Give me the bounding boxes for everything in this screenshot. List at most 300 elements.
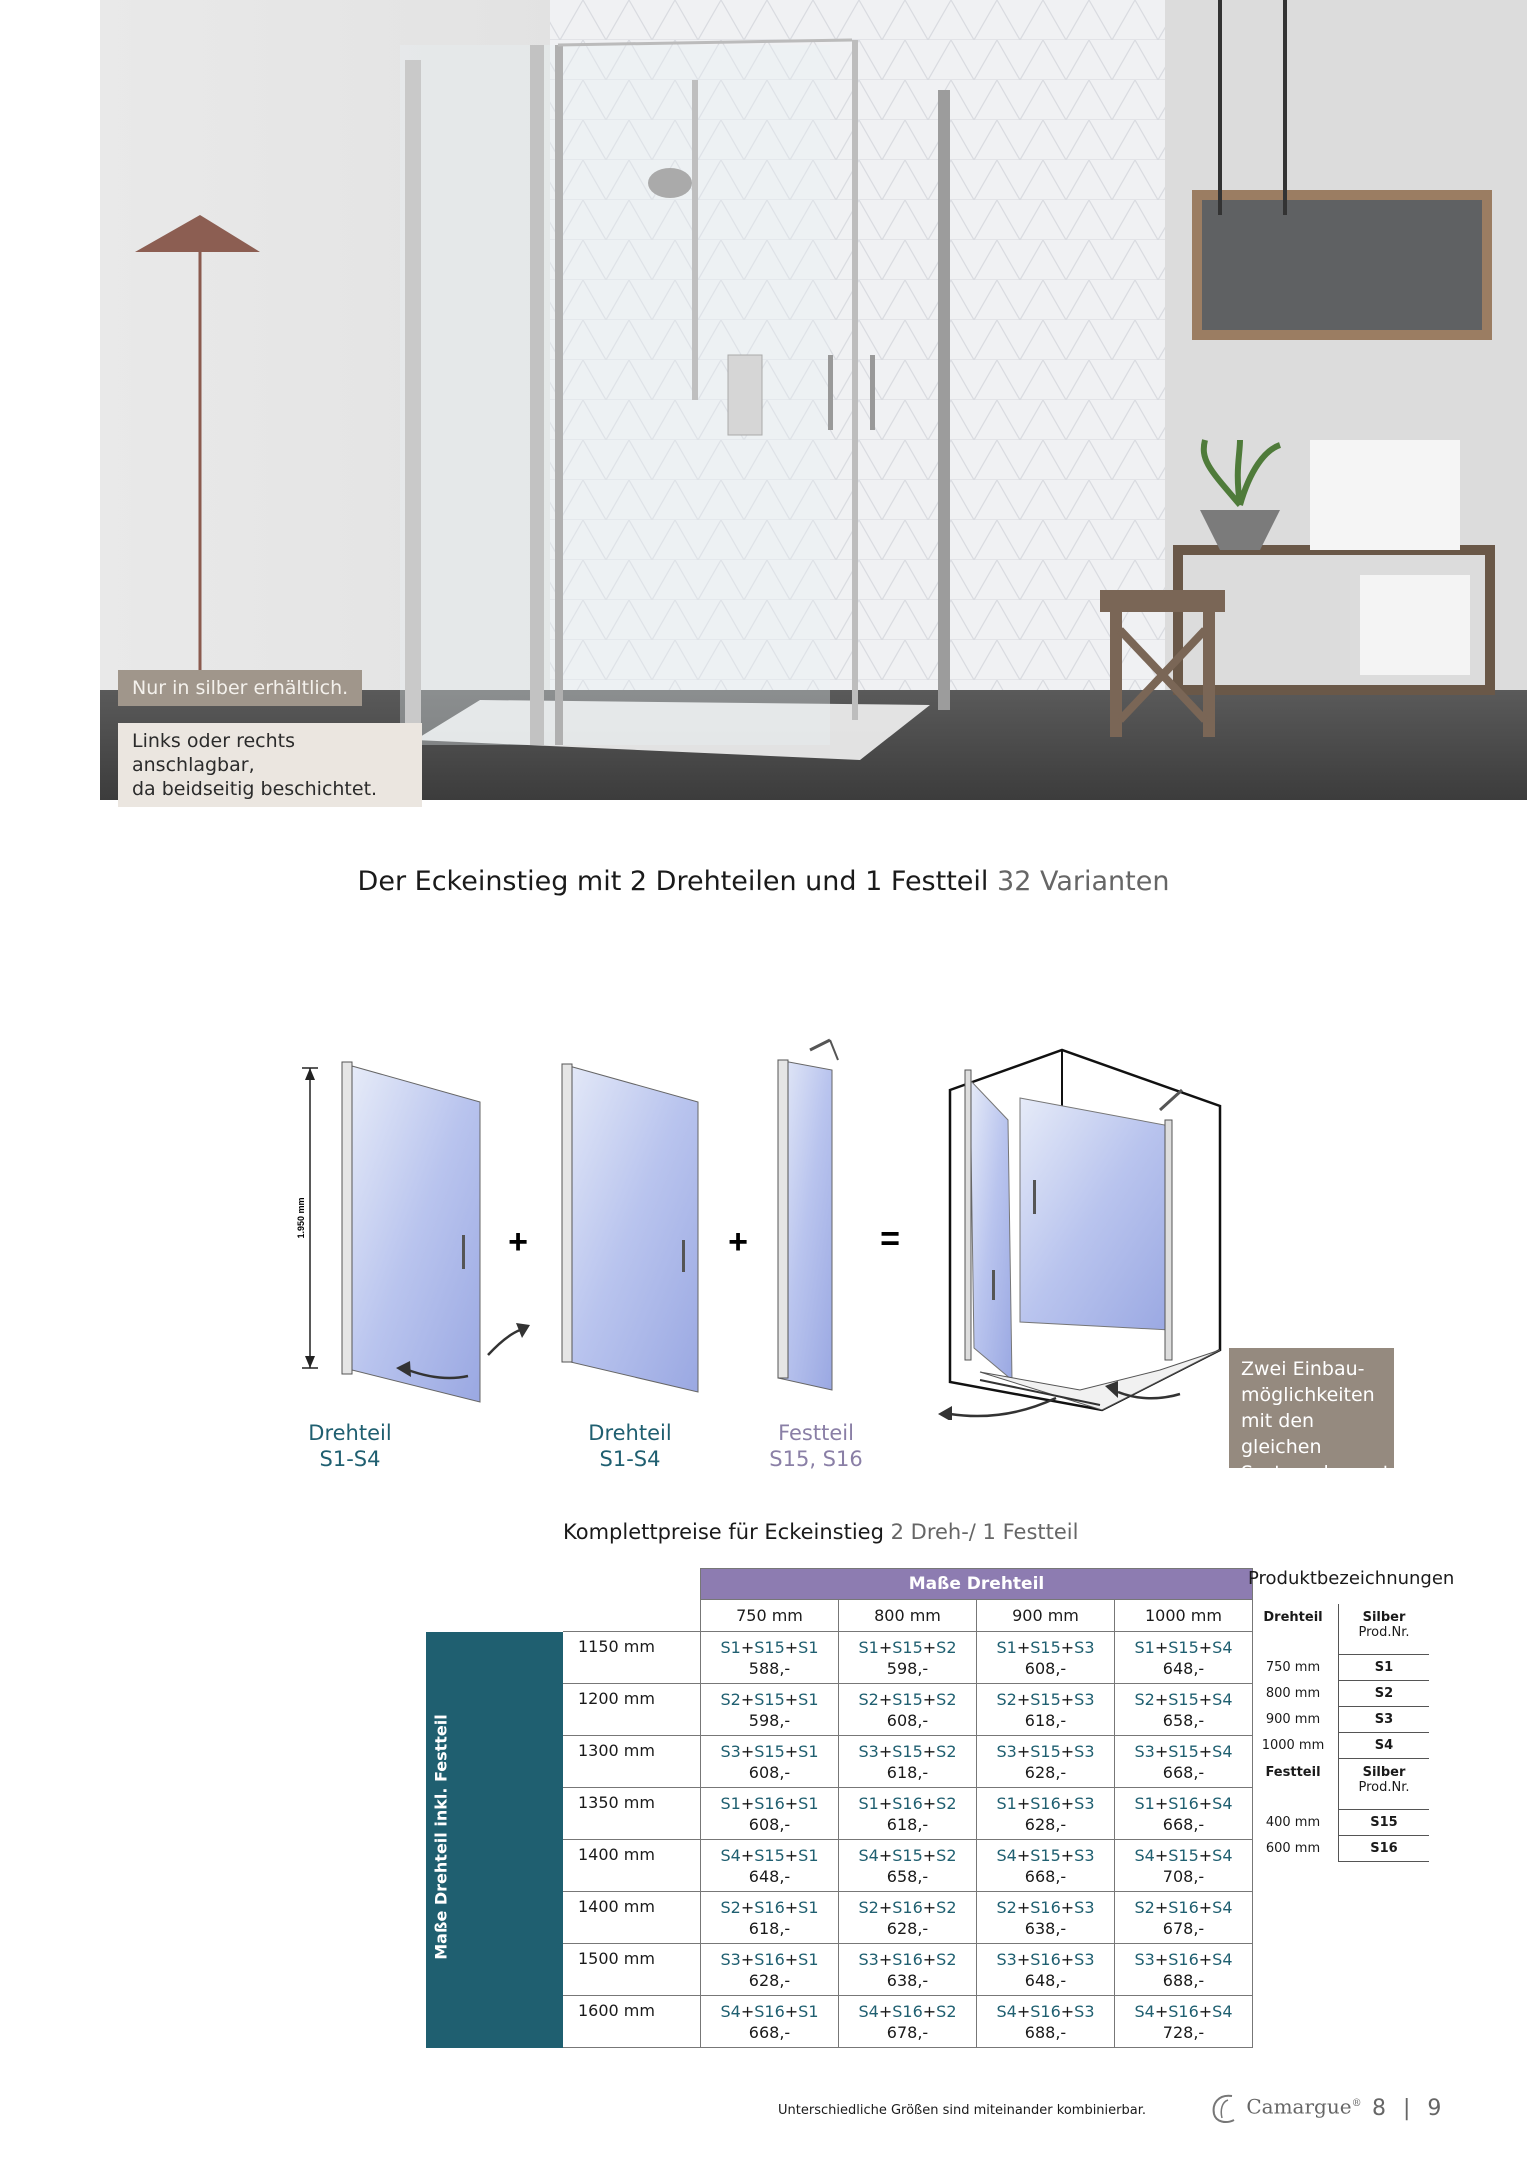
plus-sign: + (740, 1637, 755, 1657)
combination-code (977, 1741, 1114, 1762)
code-part: S2 (1134, 1689, 1155, 1709)
festteil-label-name: Festteil (778, 1421, 854, 1445)
code-part: S3 (1074, 1741, 1095, 1761)
row-header: 1150 mm (563, 1632, 701, 1684)
code-part: S3 (1134, 1741, 1155, 1761)
price-value: 708,- (1162, 1866, 1205, 1886)
price-value: 648,- (1162, 1658, 1205, 1678)
code-part: S4 (1212, 1949, 1233, 1969)
info-line-3: mit den gleichen (1241, 1410, 1322, 1458)
plus-sign: + (922, 1637, 937, 1657)
price-value: 678,- (886, 2022, 929, 2042)
price-cell (701, 1944, 839, 1996)
plus-sign: + (1016, 1793, 1031, 1813)
code-part: S15 (1168, 1689, 1199, 1709)
swing-arrow-4 (938, 1398, 1056, 1420)
finish-name: Silber (1362, 1765, 1406, 1780)
product-row (1248, 1733, 1429, 1759)
plus-sign: + (922, 1793, 937, 1813)
swing-arrow-2 (488, 1323, 530, 1355)
code-part: S1 (1134, 1637, 1155, 1657)
price-value: 728,- (1162, 2022, 1205, 2042)
camargue-logo (1208, 2090, 1362, 2126)
price-value: 608,- (886, 1710, 929, 1730)
plus-sign: + (922, 1949, 937, 1969)
plus-sign: + (1154, 1845, 1169, 1865)
price-cell (977, 1632, 1115, 1684)
silver-only-badge: Nur in silber erhältlich. (118, 670, 362, 706)
price-cell (977, 1840, 1115, 1892)
plus-sign: + (1060, 1949, 1075, 1969)
plus-operator-2: + (728, 1223, 748, 1261)
plus-sign: + (1154, 1741, 1169, 1761)
price-cell (977, 1736, 1115, 1788)
plus-sign: + (878, 1897, 893, 1917)
code-part: S4 (1212, 1741, 1233, 1761)
drehteil-label-2-name: Drehteil (588, 1421, 672, 1445)
price-cell (839, 1944, 977, 1996)
plus-sign: + (878, 1793, 893, 1813)
code-part: S16 (892, 1793, 923, 1813)
plus-sign: + (1060, 1897, 1075, 1917)
plus-sign: + (784, 1637, 799, 1657)
product-code: S15 (1339, 1810, 1430, 1836)
code-part: S4 (1212, 1689, 1233, 1709)
code-part: S3 (858, 1741, 879, 1761)
combination-code (839, 1689, 976, 1710)
plus-sign: + (1198, 1845, 1213, 1865)
camargue-logo-mark (1208, 2090, 1240, 2126)
code-part: S3 (1074, 1793, 1095, 1813)
price-cell (839, 1736, 977, 1788)
plus-sign: + (1060, 1741, 1075, 1761)
product-size: 900 mm (1248, 1707, 1339, 1733)
drehteil-label-1-name: Drehteil (308, 1421, 392, 1445)
plus-sign: + (1016, 1949, 1031, 1969)
price-table-title (563, 1520, 1078, 1544)
equals-operator: = (880, 1220, 900, 1258)
code-part: S16 (1168, 1897, 1199, 1917)
page-number-right: 9 (1427, 2096, 1442, 2121)
festteil-panel (778, 1040, 838, 1390)
plus-sign: + (740, 1793, 755, 1813)
blank-cell (426, 1569, 563, 1600)
price-value: 668,- (1162, 1814, 1205, 1834)
combination-code (1115, 1845, 1252, 1866)
row-header: 1200 mm (563, 1684, 701, 1736)
product-type-header: Drehteil (1248, 1604, 1339, 1655)
code-part: S15 (892, 1689, 923, 1709)
combination-code (701, 1949, 838, 1970)
code-part: S16 (892, 2001, 923, 2021)
combination-code (977, 2001, 1114, 2022)
code-part: S15 (754, 1637, 785, 1657)
price-table-title-main: Komplettpreise für Eckeinstieg (563, 1520, 884, 1544)
combination-code (1115, 1741, 1252, 1762)
code-part: S2 (996, 1897, 1017, 1917)
price-table-column-header-row (426, 1600, 1253, 1632)
price-value: 618,- (748, 1918, 791, 1938)
code-part: S3 (1074, 2001, 1095, 2021)
plus-sign: + (740, 1689, 755, 1709)
plus-sign: + (740, 1741, 755, 1761)
plus-sign: + (922, 1689, 937, 1709)
code-part: S1 (858, 1793, 879, 1813)
product-size: 600 mm (1248, 1836, 1339, 1862)
combination-code (839, 1949, 976, 1970)
plus-sign: + (1154, 1689, 1169, 1709)
price-cell (701, 1736, 839, 1788)
code-part: S15 (1168, 1637, 1199, 1657)
price-cell (839, 1996, 977, 2048)
code-part: S15 (892, 1845, 923, 1865)
code-part: S4 (996, 2001, 1017, 2021)
column-header: 800 mm (839, 1600, 977, 1632)
price-cell (1115, 1892, 1253, 1944)
code-part: S15 (754, 1845, 785, 1865)
combination-code (977, 1949, 1114, 1970)
combination-code (1115, 2001, 1252, 2022)
plus-sign: + (784, 1897, 799, 1917)
code-part: S3 (858, 1949, 879, 1969)
code-part: S4 (1134, 2001, 1155, 2021)
drehteil-panel-1 (342, 1062, 480, 1402)
plus-sign: + (1154, 1637, 1169, 1657)
plus-sign: + (1154, 1897, 1169, 1917)
finish-header (1339, 1759, 1430, 1810)
code-part: S16 (1168, 1949, 1199, 1969)
price-cell (701, 1632, 839, 1684)
price-value: 618,- (886, 1762, 929, 1782)
code-part: S3 (1074, 1949, 1095, 1969)
plus-sign: + (1016, 1897, 1031, 1917)
plus-sign: + (1060, 1845, 1075, 1865)
drehteil-label-2-codes: S1-S4 (599, 1447, 661, 1471)
combination-code (977, 1897, 1114, 1918)
code-part: S16 (754, 2001, 785, 2021)
code-part: S2 (996, 1689, 1017, 1709)
code-part: S2 (936, 1845, 957, 1865)
product-table-title: Produktbezeichnungen (1248, 1568, 1455, 1589)
code-part: S16 (1168, 1793, 1199, 1813)
code-part: S1 (996, 1793, 1017, 1813)
product-table-header-row (1248, 1604, 1429, 1655)
product-row (1248, 1707, 1429, 1733)
drehteil-label-2 (550, 1420, 710, 1472)
product-row (1248, 1655, 1429, 1681)
plus-sign: + (878, 2001, 893, 2021)
price-value: 628,- (886, 1918, 929, 1938)
plus-sign: + (1060, 2001, 1075, 2021)
price-value: 608,- (748, 1814, 791, 1834)
price-cell (1115, 1632, 1253, 1684)
price-value: 608,- (748, 1762, 791, 1782)
plus-sign: + (1016, 1741, 1031, 1761)
product-code: S1 (1339, 1655, 1430, 1681)
plus-sign: + (1060, 1689, 1075, 1709)
code-part: S16 (892, 1949, 923, 1969)
drehteil-label-1-codes: S1-S4 (319, 1447, 381, 1471)
page-numbers (1372, 2096, 1441, 2121)
product-code: S4 (1339, 1733, 1430, 1759)
product-size: 400 mm (1248, 1810, 1339, 1836)
combination-code (1115, 1949, 1252, 1970)
combination-code (701, 1793, 838, 1814)
code-part: S2 (936, 1637, 957, 1657)
plus-sign: + (922, 2001, 937, 2021)
table-row (426, 1736, 1253, 1788)
code-part: S1 (720, 1793, 741, 1813)
table-row (426, 1892, 1253, 1944)
plus-sign: + (784, 1689, 799, 1709)
info-line-1: Zwei Einbau- (1241, 1358, 1365, 1380)
table-row (426, 1684, 1253, 1736)
code-part: S16 (1168, 2001, 1199, 2021)
combination-code (839, 2001, 976, 2022)
product-size: 800 mm (1248, 1681, 1339, 1707)
code-part: S3 (996, 1949, 1017, 1969)
plus-operator-1: + (508, 1223, 528, 1261)
price-value: 658,- (1162, 1710, 1205, 1730)
plus-sign: + (1060, 1637, 1075, 1657)
code-part: S16 (754, 1949, 785, 1969)
code-part: S15 (1030, 1845, 1061, 1865)
combination-code (701, 1689, 838, 1710)
price-value: 648,- (1024, 1970, 1067, 1990)
code-part: S15 (754, 1689, 785, 1709)
code-part: S4 (858, 1845, 879, 1865)
info-line-4: Systemelementen! (1241, 1462, 1422, 1484)
blank-cell (426, 1600, 563, 1632)
column-header: 750 mm (701, 1600, 839, 1632)
combination-code (1115, 1689, 1252, 1710)
table-row (426, 1840, 1253, 1892)
price-value: 668,- (1162, 1762, 1205, 1782)
plus-sign: + (784, 1741, 799, 1761)
table-row (426, 1788, 1253, 1840)
combination-code (839, 1741, 976, 1762)
code-part: S3 (1074, 1845, 1095, 1865)
code-part: S1 (996, 1637, 1017, 1657)
hinge-info-badge (118, 723, 422, 807)
code-part: S4 (1212, 1845, 1233, 1865)
table-row (426, 1996, 1253, 2048)
code-part: S15 (754, 1741, 785, 1761)
plus-sign: + (1060, 1793, 1075, 1813)
plus-sign: + (1016, 1845, 1031, 1865)
code-part: S2 (720, 1689, 741, 1709)
price-value: 608,- (1024, 1658, 1067, 1678)
price-cell (1115, 1996, 1253, 2048)
festteil-label (736, 1420, 896, 1472)
row-header: 1300 mm (563, 1736, 701, 1788)
combination-code (977, 1793, 1114, 1814)
row-header: 1400 mm (563, 1840, 701, 1892)
combination-code (839, 1897, 976, 1918)
product-size: 750 mm (1248, 1655, 1339, 1681)
brand-name: Camargue (1246, 2094, 1352, 2119)
plus-sign: + (784, 1949, 799, 1969)
blank-cell (563, 1600, 701, 1632)
plus-sign: + (1198, 1637, 1213, 1657)
code-part: S4 (720, 2001, 741, 2021)
code-part: S2 (858, 1897, 879, 1917)
product-size: 1000 mm (1248, 1733, 1339, 1759)
price-value: 618,- (886, 1814, 929, 1834)
price-cell (977, 1996, 1115, 2048)
row-header: 1500 mm (563, 1944, 701, 1996)
combination-code (701, 1637, 838, 1658)
price-cell (839, 1788, 977, 1840)
code-part: S15 (1030, 1637, 1061, 1657)
column-header: 900 mm (977, 1600, 1115, 1632)
price-cell (1115, 1944, 1253, 1996)
assembled-enclosure (950, 1050, 1220, 1410)
price-table-body (426, 1569, 1253, 2048)
price-value: 638,- (1024, 1918, 1067, 1938)
code-part: S2 (936, 1793, 957, 1813)
assembly-diagram-svg (290, 950, 1240, 1420)
code-part: S4 (996, 1845, 1017, 1865)
code-part: S1 (798, 1689, 819, 1709)
row-header: 1400 mm (563, 1892, 701, 1944)
section-heading (0, 866, 1527, 897)
height-dimension-label: 1.950 mm (296, 1197, 306, 1239)
combination-code (977, 1689, 1114, 1710)
code-part: S16 (892, 1897, 923, 1917)
info-line-2: möglichkeiten (1241, 1384, 1375, 1406)
price-cell (977, 1788, 1115, 1840)
blank-cell (563, 1569, 701, 1600)
product-row (1248, 1810, 1429, 1836)
plus-sign: + (740, 1949, 755, 1969)
code-part: S2 (936, 1741, 957, 1761)
price-value: 688,- (1162, 1970, 1205, 1990)
plus-sign: + (784, 2001, 799, 2021)
price-cell (1115, 1684, 1253, 1736)
code-part: S4 (720, 1845, 741, 1865)
plus-sign: + (740, 1845, 755, 1865)
product-code: S2 (1339, 1681, 1430, 1707)
price-value: 648,- (748, 1866, 791, 1886)
plus-sign: + (878, 1845, 893, 1865)
plus-sign: + (1016, 2001, 1031, 2021)
combination-code (839, 1793, 976, 1814)
finish-header (1339, 1604, 1430, 1655)
product-type-header: Festteil (1248, 1759, 1339, 1810)
product-table (1248, 1604, 1429, 1862)
price-cell (977, 1892, 1115, 1944)
plus-sign: + (740, 2001, 755, 2021)
price-cell (1115, 1788, 1253, 1840)
code-part: S1 (720, 1637, 741, 1657)
code-part: S16 (1030, 1897, 1061, 1917)
product-table-body (1248, 1604, 1429, 1862)
price-value: 628,- (1024, 1762, 1067, 1782)
code-part: S3 (1074, 1897, 1095, 1917)
price-table (426, 1568, 1253, 2048)
registered-mark: ® (1351, 2097, 1362, 2109)
code-part: S2 (1134, 1897, 1155, 1917)
code-part: S15 (1030, 1741, 1061, 1761)
combination-code (701, 1845, 838, 1866)
combination-code (1115, 1793, 1252, 1814)
code-part: S2 (720, 1897, 741, 1917)
price-cell (701, 1684, 839, 1736)
code-part: S1 (798, 1845, 819, 1865)
combination-code (839, 1845, 976, 1866)
plus-sign: + (1198, 1793, 1213, 1813)
code-part: S3 (1074, 1689, 1095, 1709)
code-part: S16 (1030, 1949, 1061, 1969)
code-part: S4 (1212, 1793, 1233, 1813)
plus-sign: + (1016, 1689, 1031, 1709)
page-number-left: 8 (1372, 2096, 1386, 2121)
plus-sign: + (878, 1637, 893, 1657)
code-part: S15 (1168, 1741, 1199, 1761)
code-part: S4 (1212, 2001, 1233, 2021)
price-table-group-header-row (426, 1569, 1253, 1600)
price-cell (839, 1892, 977, 1944)
plus-sign: + (878, 1741, 893, 1761)
plus-sign: + (1154, 2001, 1169, 2021)
column-header: 1000 mm (1115, 1600, 1253, 1632)
row-header: 1600 mm (563, 1996, 701, 2048)
code-part: S1 (798, 2001, 819, 2021)
plus-sign: + (740, 1897, 755, 1917)
price-value: 628,- (748, 1970, 791, 1990)
footer-note: Unterschiedliche Größen sind miteinander kombinierbar. (778, 2103, 1147, 2118)
plus-sign: + (922, 1845, 937, 1865)
code-part: S1 (798, 1637, 819, 1657)
plus-sign: + (1016, 1637, 1031, 1657)
price-cell (977, 1944, 1115, 1996)
price-value: 598,- (748, 1710, 791, 1730)
code-part: S16 (1030, 1793, 1061, 1813)
column-group-header: Maße Drehteil (701, 1569, 1253, 1600)
hinge-info-line2: da beidseitig beschichtet. (132, 778, 378, 800)
page-separator: | (1403, 2096, 1411, 2121)
price-value: 658,- (886, 1866, 929, 1886)
plus-sign: + (878, 1949, 893, 1969)
combination-code (701, 1741, 838, 1762)
table-row (426, 1632, 1253, 1684)
code-part: S2 (936, 2001, 957, 2021)
price-cell (839, 1632, 977, 1684)
code-part: S16 (754, 1897, 785, 1917)
plus-sign: + (1154, 1793, 1169, 1813)
code-part: S2 (936, 1949, 957, 1969)
festteil-label-codes: S15, S16 (769, 1447, 863, 1471)
plus-sign: + (1198, 1689, 1213, 1709)
code-part: S15 (1030, 1689, 1061, 1709)
price-cell (701, 1996, 839, 2048)
plus-sign: + (784, 1845, 799, 1865)
price-value: 618,- (1024, 1710, 1067, 1730)
code-part: S1 (798, 1741, 819, 1761)
drehteil-label-1 (270, 1420, 430, 1472)
row-group-label (426, 1632, 456, 2042)
assembly-diagram (290, 950, 1240, 1471)
row-group-label-text: Maße Drehteil inkl. Festteil (431, 1714, 451, 1960)
code-part: S4 (1134, 1845, 1155, 1865)
price-table-title-sub: 2 Dreh-/ 1 Festteil (890, 1520, 1079, 1544)
combination-code (1115, 1897, 1252, 1918)
price-value: 638,- (886, 1970, 929, 1990)
code-part: S3 (720, 1741, 741, 1761)
code-part: S1 (858, 1637, 879, 1657)
code-part: S15 (892, 1637, 923, 1657)
